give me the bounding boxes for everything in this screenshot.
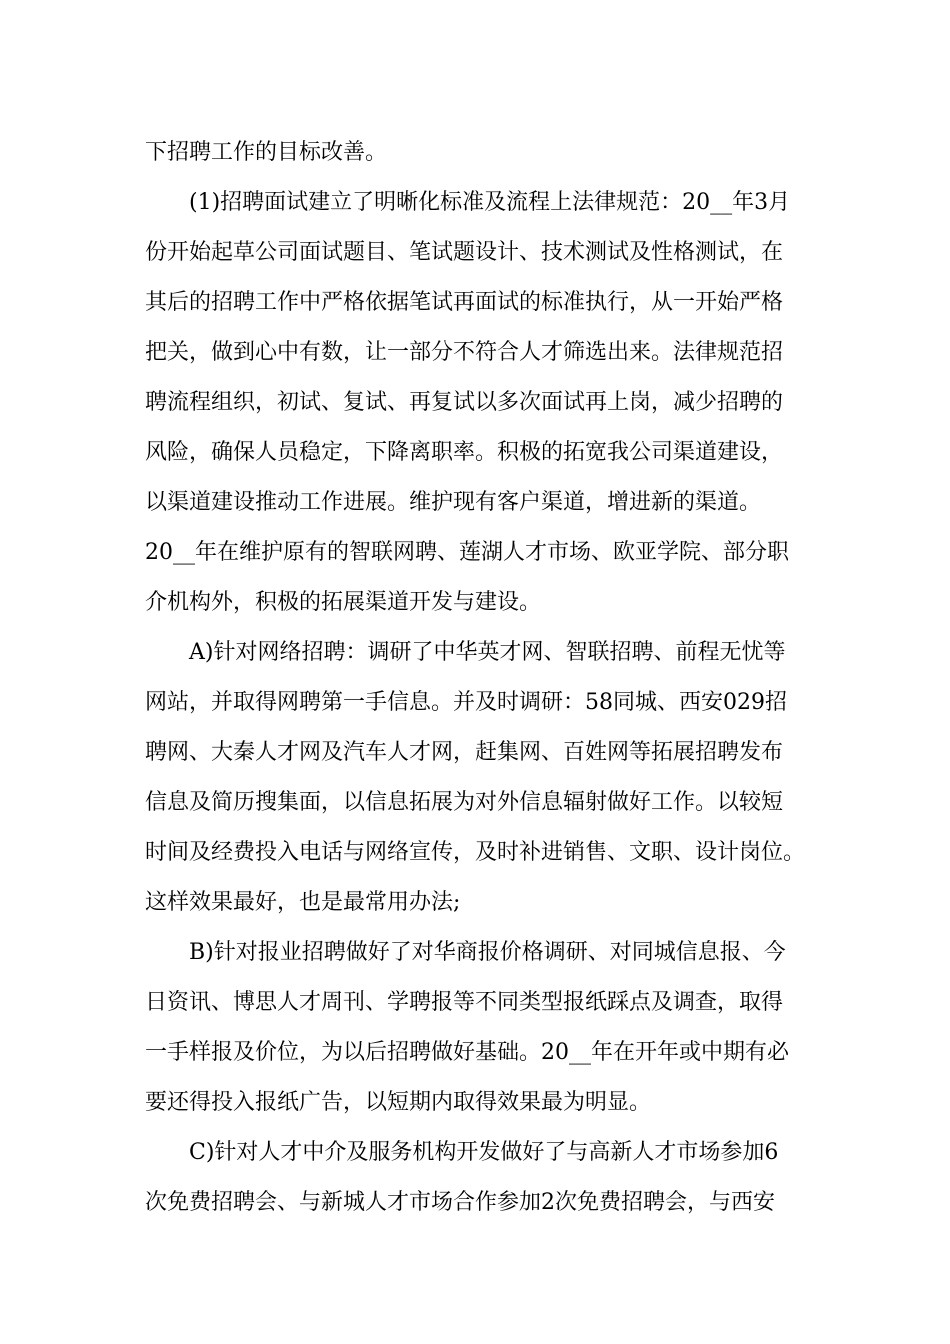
text-line: 聘网、大秦人才网及汽车人才网，赶集网、百姓网等拓展招聘发布 <box>145 740 784 765</box>
paragraph-start-line: (1)招聘面试建立了明晰化标准及流程上法律规范：20__年3月 <box>189 190 791 215</box>
text-line: 以渠道建设推动工作进展。维护现有客户渠道，增进新的渠道。 <box>145 490 762 515</box>
text-line: 把关，做到心中有数，让一部分不符合人才筛选出来。法律规范招 <box>145 340 784 365</box>
text-line: 日资讯、博思人才周刊、学聘报等不同类型报纸踩点及调查，取得 <box>145 990 784 1015</box>
paragraph-start-line: A)针对网络招聘：调研了中华英才网、智联招聘、前程无忧等 <box>189 640 786 665</box>
text-line: 次免费招聘会、与新城人才市场合作参加2次免费招聘会，与西安 <box>145 1190 775 1215</box>
text-line: 其后的招聘工作中严格依据笔试再面试的标准执行，从一开始严格 <box>145 290 784 315</box>
paragraph-start-line: B)针对报业招聘做好了对华商报价格调研、对同城信息报、今 <box>189 940 786 965</box>
text-line: 网站，并取得网聘第一手信息。并及时调研：58同城、西安029招 <box>145 690 787 715</box>
text-line: 信息及简历搜集面，以信息拓展为对外信息辐射做好工作。以较短 <box>145 790 784 815</box>
text-line: 时间及经费投入电话与网络宣传，及时补进销售、文职、设计岗位。 <box>145 840 806 865</box>
paragraph-start-line: C)针对人才中介及服务机构开发做好了与高新人才市场参加6 <box>189 1140 779 1165</box>
text-line: 下招聘工作的目标改善。 <box>145 140 388 165</box>
text-line: 介机构外，积极的拓展渠道开发与建设。 <box>145 590 542 615</box>
text-line: 一手样报及价位，为以后招聘做好基础。20__年在开年或中期有必 <box>145 1040 789 1065</box>
text-line: 份开始起草公司面试题目、笔试题设计、技术测试及性格测试，在 <box>145 240 784 265</box>
text-line: 风险，确保人员稳定，下降离职率。积极的拓宽我公司渠道建设， <box>145 440 784 465</box>
text-line: 20__年在维护原有的智联网聘、莲湖人才市场、欧亚学院、部分职 <box>145 540 789 565</box>
text-line: 这样效果最好，也是最常用办法; <box>145 890 461 915</box>
text-line: 聘流程组织，初试、复试、再复试以多次面试再上岗，减少招聘的 <box>145 390 784 415</box>
text-line: 要还得投入报纸广告，以短期内取得效果最为明显。 <box>145 1090 652 1115</box>
